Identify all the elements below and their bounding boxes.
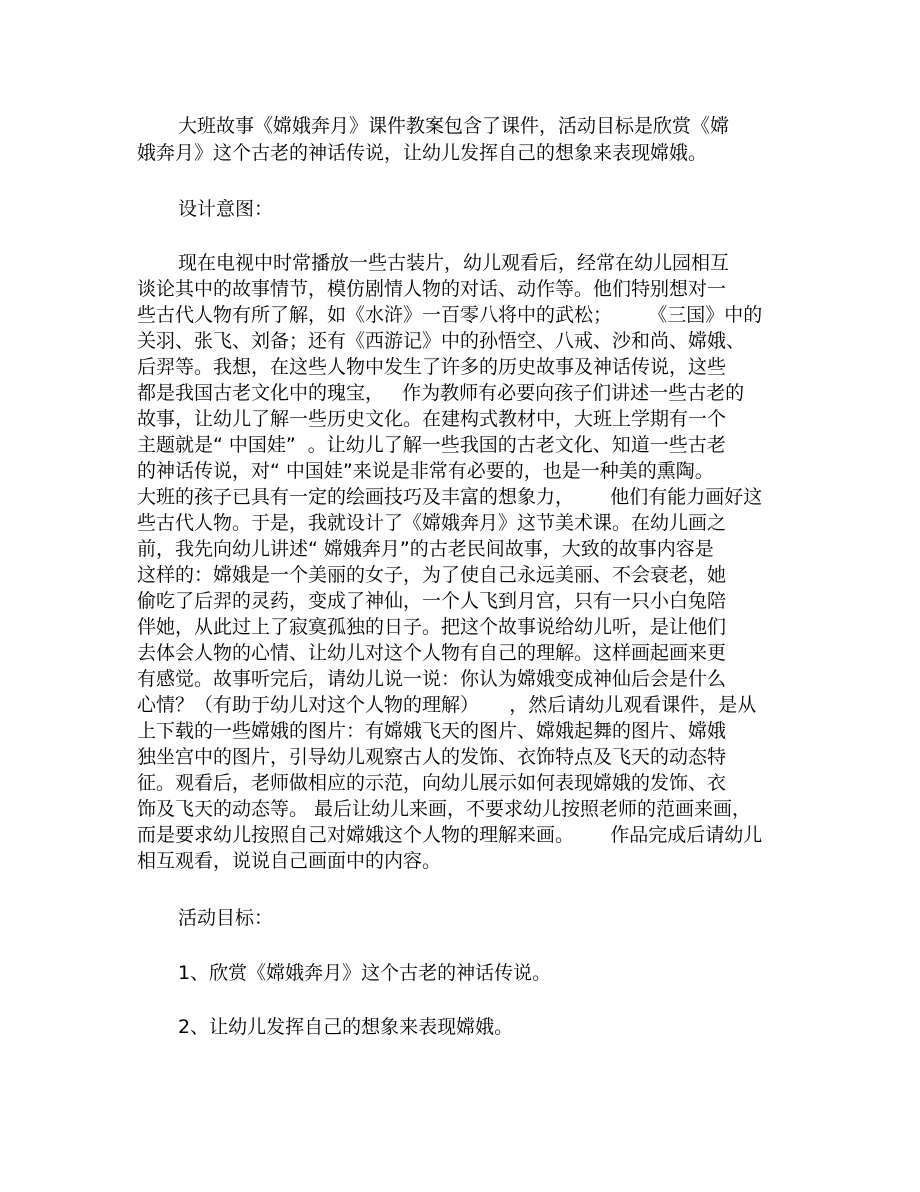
design-body-line: 征。观看后，老师做相应的示范，向幼儿展示如何表现嫦娥的发饰、衣 xyxy=(137,772,727,794)
design-body-line: 上下载的一些嫦娥的图片：有嫦娥飞天的图片、嫦娥起舞的图片、嫦娥 xyxy=(137,720,727,742)
design-body-line: 去体会人物的心情、让幼儿对这个人物有自己的理解。这样画起画来更 xyxy=(137,642,727,664)
design-body-line: 些古代人物有所了解，如《水浒》一百零八将中的武松； 《三国》中的 xyxy=(137,304,763,326)
design-body-line: 都是我国古老文化中的瑰宝， 作为教师有必要向孩子们讲述一些古老的 xyxy=(137,382,745,404)
design-body-line: 故事，让幼儿了解一些历史文化。在建构式教材中，大班上学期有一个 xyxy=(137,408,727,430)
design-body-line: 心情？（有助于幼儿对这个人物的理解） ，然后请幼儿观看课件，是从 xyxy=(137,694,757,716)
design-body-line: 独坐宫中的图片，引导幼儿观察古人的发饰、衣饰特点及飞天的动态特 xyxy=(137,746,727,768)
design-body-line: 而是要求幼儿按照自己对嫦娥这个人物的理解来画。 作品完成后请幼儿 xyxy=(137,824,763,846)
design-body-line: 偷吃了后羿的灵药，变成了神仙，一个人飞到月宫，只有一只小白兔陪 xyxy=(137,590,727,612)
design-body-line: 相互观看，说说自己画面中的内容。 xyxy=(137,850,442,872)
design-body-line: 关羽、张飞、刘备；还有《西游记》中的孙悟空、八戒、沙和尚、嫦娥、 xyxy=(137,330,746,352)
design-body-line: 前，我先向幼儿讲述“ 嫦娥奔月”的古老民间故事，大致的故事内容是 xyxy=(137,538,714,560)
design-body-line: 这样的：嫦娥是一个美丽的女子，为了使自己永远美丽、不会衰老，她 xyxy=(137,564,727,586)
intro-line: 娥奔月》这个古老的神话传说，让幼儿发挥自己的想象来表现嫦娥。 xyxy=(137,142,708,164)
goal-item: 1、欣赏《嫦娥奔月》这个古老的神话传说。 xyxy=(178,962,552,984)
design-body-line: 些古代人物。于是，我就设计了《嫦娥奔月》这节美术课。在幼儿画之 xyxy=(137,512,727,534)
design-body-line: 的神话传说，对“ 中国娃”来说是非常有必要的，也是一种美的熏陶。 xyxy=(137,460,714,482)
intro-line: 大班故事《嫦娥奔月》课件教案包含了课件，活动目标是欣赏《嫦 xyxy=(178,115,730,137)
goal-item: 2、让幼儿发挥自己的想象来表现嫦娥。 xyxy=(178,1016,514,1038)
goals-heading: 活动目标： xyxy=(178,907,274,929)
design-body-line: 谈论其中的故事情节，模仿剧情人物的对话、动作等。他们特别想对一 xyxy=(137,278,727,300)
design-body-line: 大班的孩子已具有一定的绘画技巧及丰富的想象力， 他们有能力画好这 xyxy=(137,486,763,508)
design-body-line: 伴她，从此过上了寂寞孤独的日子。把这个故事说给幼儿听，是让他们 xyxy=(137,616,727,638)
design-body-line: 主题就是“ 中国娃” 。让幼儿了解一些我国的古老文化、知道一些古老 xyxy=(137,434,726,456)
design-heading: 设计意图： xyxy=(178,198,274,220)
design-body-line: 饰及飞天的动态等。 最后让幼儿来画，不要求幼儿按照老师的范画来画， xyxy=(137,798,752,820)
design-body-line: 现在电视中时常播放一些古装片，幼儿观看后，经常在幼儿园相互 xyxy=(178,252,730,274)
design-body-line: 后羿等。我想，在这些人物中发生了许多的历史故事及神话传说，这些 xyxy=(137,356,727,378)
design-body-line: 有感觉。故事听完后，请幼儿说一说：你认为嫦娥变成神仙后会是什么 xyxy=(137,668,727,690)
